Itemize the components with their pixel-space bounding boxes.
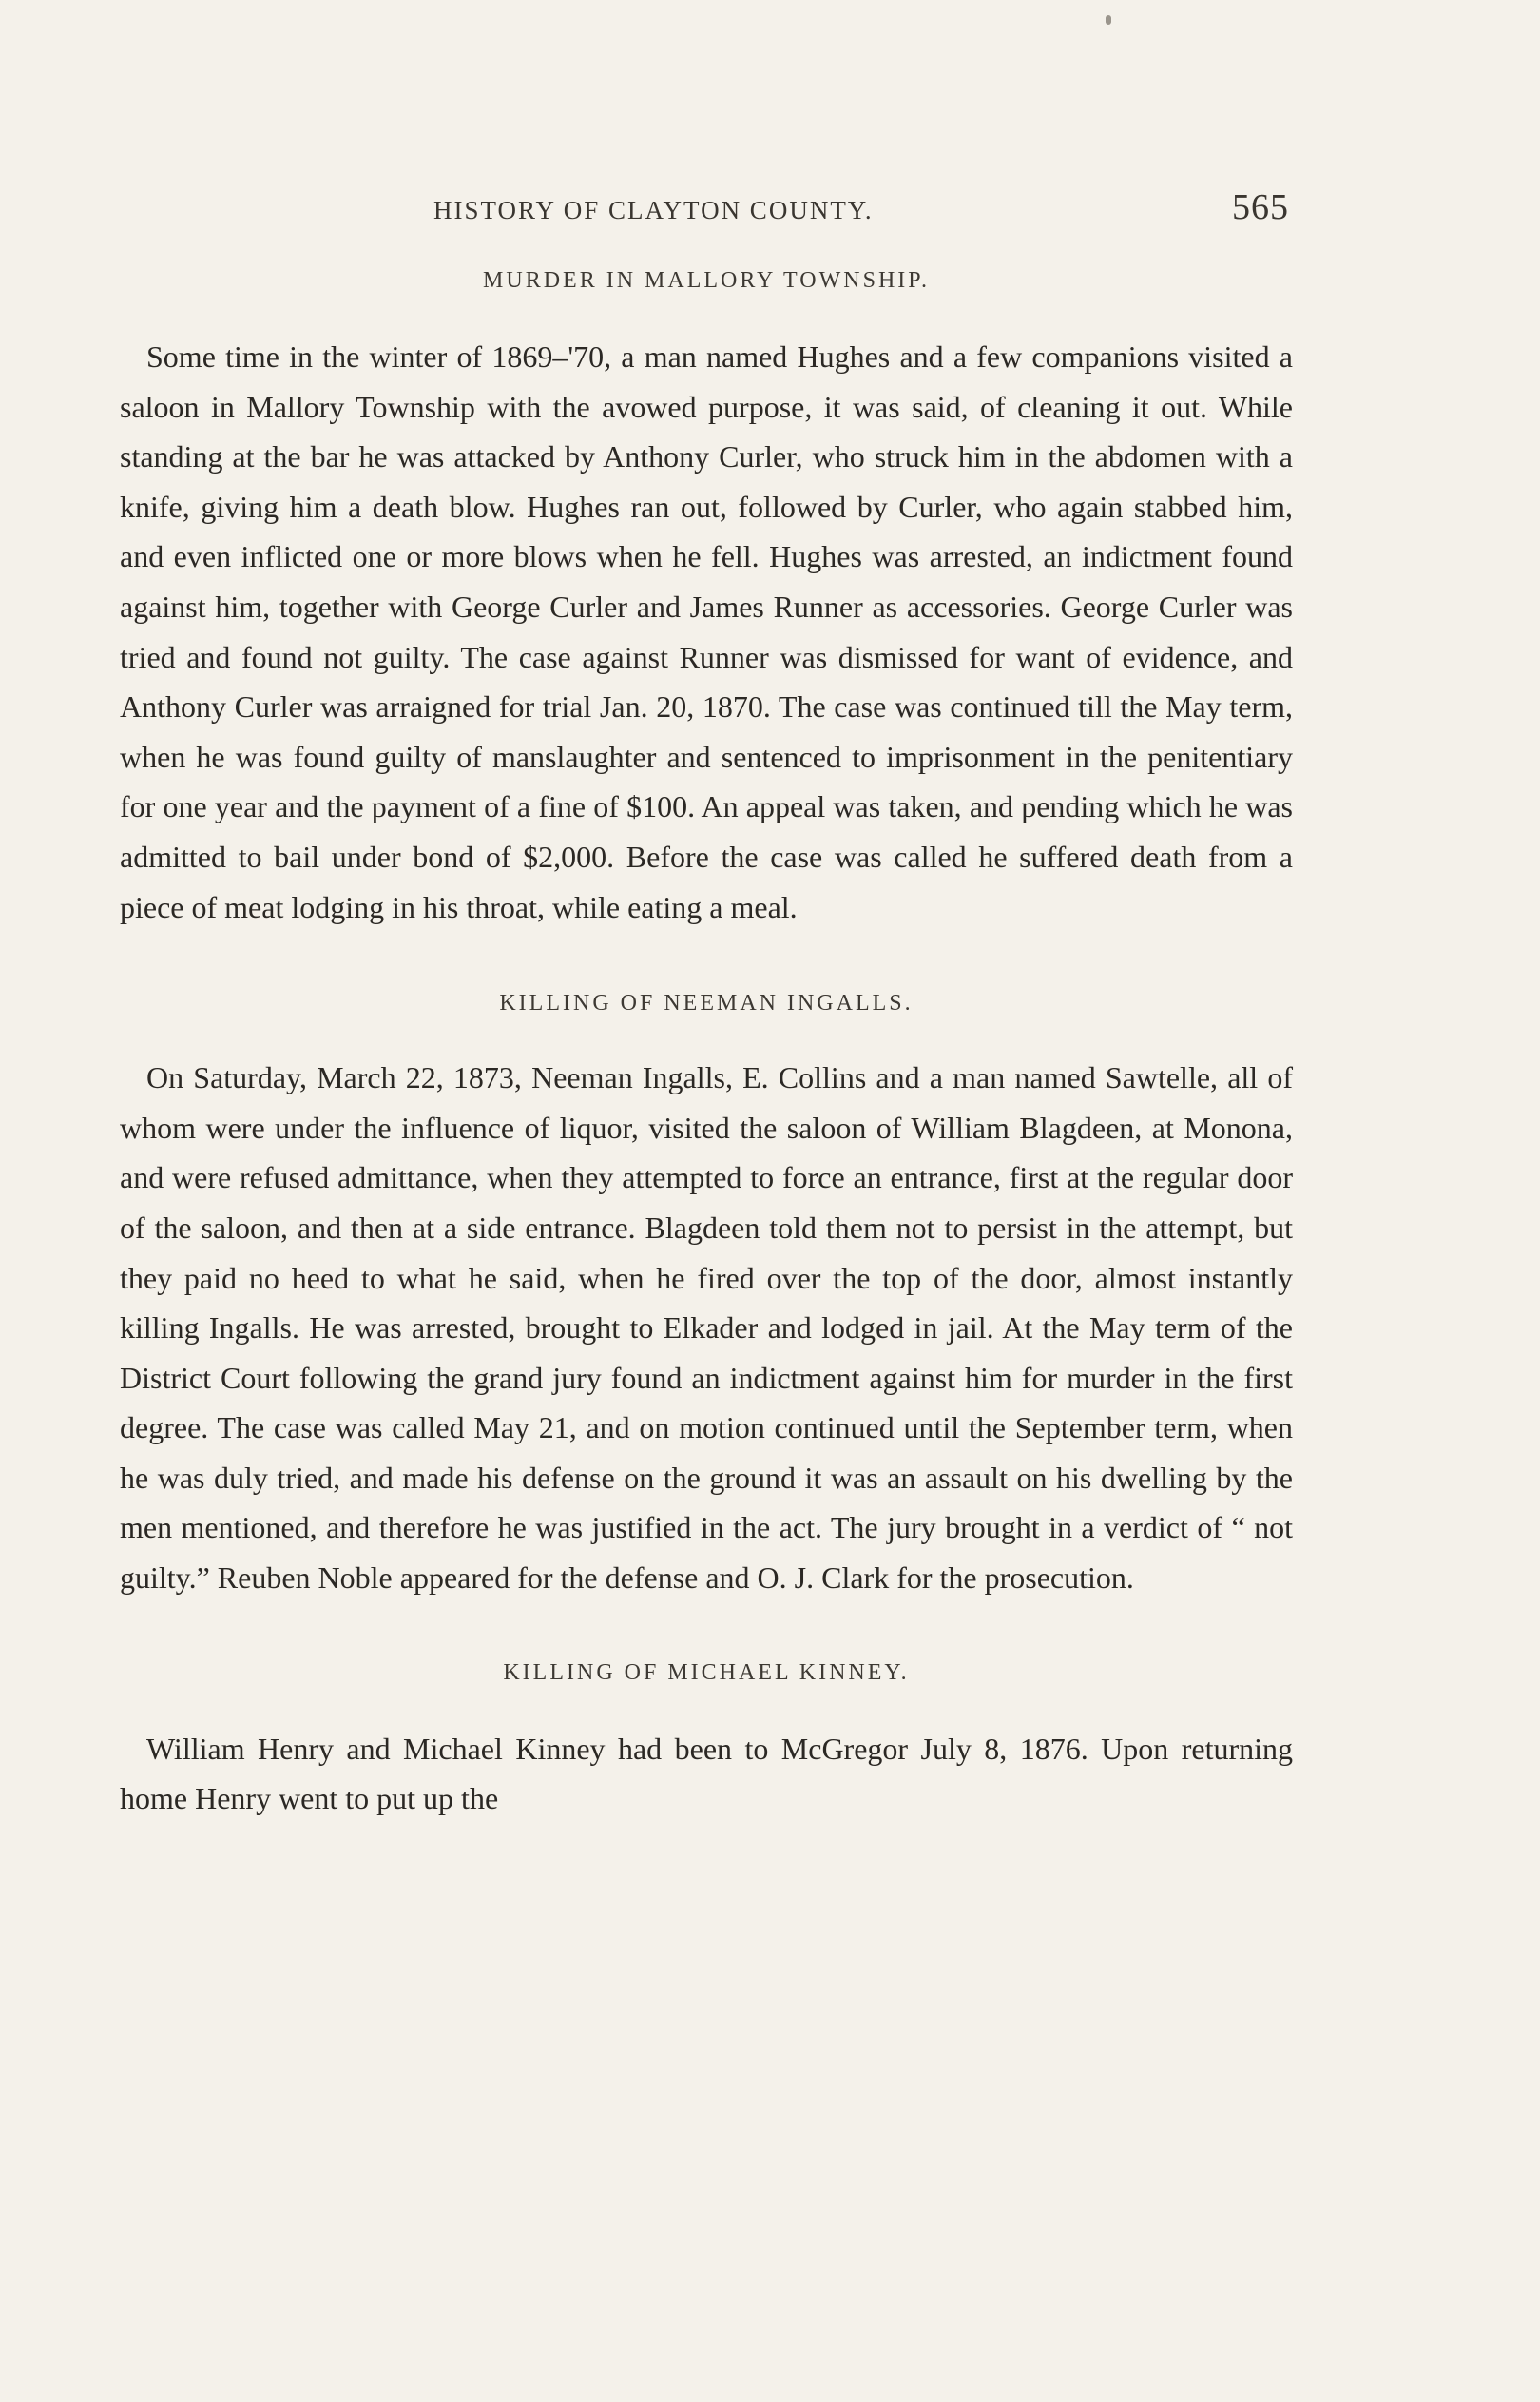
page-number: 565: [1232, 187, 1289, 227]
section-paragraph-mallory-murder: Some time in the winter of 1869–'70, a man named Hughes and a few companions visited a saloon in Mallory Township with the avowed purpose, it was said, of cleaning it out. While standing at the bar he was attacked by Anthony Curler, who struck him in the abdomen with a knife, giving him a death blow. Hughes ran out, followed by Curler, who again stabbed him, and even inflicted one or more blows when he fell. Hughes was arrested, an indictment found against him, together with George Curler and James Runner as accessories. George Curler was tried and found not guilty. The case against Runner was dismissed for want of evidence, and Anthony Curler was arraigned for trial Jan. 20, 1870. The case was continued till the May term, when he was found guilty of manslaughter and sentenced to imprisonment in the penitentiary for one year and the payment of a fine of $100. An appeal was taken, and pending which he was admitted to bail under bond of $2,000. Before the case was called he suffered death from a piece of meat lodging in his throat, while eating a meal.: [120, 339, 1293, 924]
section-heading-mallory-murder: MURDER IN MALLORY TOWNSHIP.: [483, 268, 930, 293]
print-speck: [1106, 15, 1111, 25]
section-paragraph-ingalls-killing: On Saturday, March 22, 1873, Neeman Ingalls, E. Collins and a man named Sawtelle, all of whom were under the influence of liquor, visited the saloon of William Blagdeen, at Monona, and were refused admittance, when they attempted to force an entrance, first at the regular door of the saloon, and then at a side entrance. Blagdeen told them not to persist in the attempt, but they paid no heed to what he said, when he fired over the top of the door, almost instantly killing Ingalls. He was arrested, brought to Elkader and lodged in jail. At the May term of the District Court following the grand jury found an indictment against him for murder in the first degree. The case was called May 21, and on motion continued until the September term, when he was duly tried, and made his defense on the ground it was an assault on his dwelling by the men mentioned, and therefore he was justified in the act. The jury brought in a verdict of “ not guilty.” Reuben Noble appeared for the defense and O. J. Clark for the prosecution.: [120, 1060, 1293, 1596]
text-column: [120, 268, 1293, 1824]
running-head: [433, 186, 1289, 234]
section-paragraph-kinney-killing: William Henry and Michael Kinney had been to McGregor July 8, 1876. Upon returning home Henry went to put up the: [120, 1731, 1293, 1816]
running-title: HISTORY OF CLAYTON COUNTY.: [433, 196, 874, 224]
section-heading-ingalls-killing: KILLING OF NEEMAN INGALLS.: [499, 991, 914, 1017]
section-heading-kinney-killing: KILLING OF MICHAEL KINNEY.: [503, 1659, 910, 1685]
